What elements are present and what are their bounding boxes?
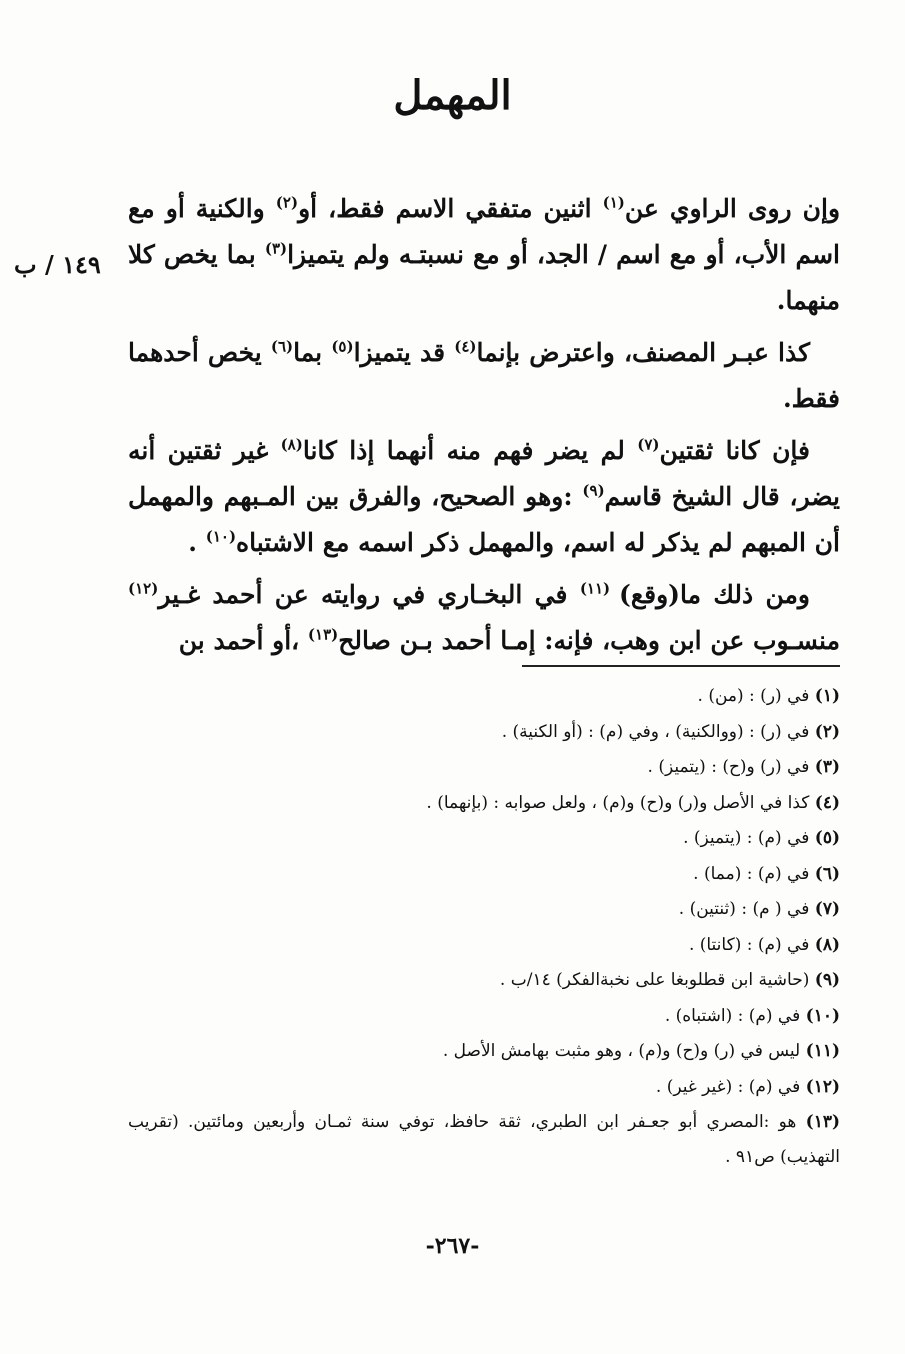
page-title: المهمل bbox=[393, 72, 512, 119]
footnote bbox=[128, 821, 840, 857]
text-segment: كذا عبـر المصنف، واعترض بإنما bbox=[476, 338, 810, 367]
text-segment: والكنية أو مع اسم الأب، أو مع اسم / الجد، أو مع نسبتـه ولم يتميزا bbox=[128, 194, 840, 269]
footnote-number: (١٣) bbox=[805, 1112, 841, 1132]
page-number: -٢٦٧- bbox=[425, 1233, 480, 1259]
footnote-marker: (١٢) bbox=[128, 579, 159, 598]
footnote-number: (٧) bbox=[814, 899, 840, 919]
footnote-number: (٨) bbox=[814, 934, 840, 955]
text-segment: . bbox=[188, 528, 206, 557]
footnote-number: (٦) bbox=[814, 863, 840, 884]
footnote-marker: (٥) bbox=[331, 337, 354, 356]
footnote-text: ليس في (ر) و(ح) و(م) ، وهو مثبت بهامش الأصل . bbox=[442, 1041, 801, 1061]
footnote-marker: (٨) bbox=[280, 435, 303, 454]
footnote-marker: (٤) bbox=[454, 337, 477, 356]
footnote-number: (١٠) bbox=[805, 1005, 840, 1026]
footnote-marker: (١١) bbox=[579, 579, 620, 598]
footnote bbox=[128, 786, 840, 822]
footnote-text: في (م) : (غير غير) . bbox=[655, 1076, 801, 1097]
footnote-marker: (٦) bbox=[270, 337, 294, 356]
margin-folio-note: ١٤٩ / ب bbox=[14, 250, 101, 279]
text-segment: قد يتميزا bbox=[353, 338, 455, 367]
footnote bbox=[128, 892, 840, 928]
footnote-number: (٢) bbox=[814, 721, 840, 742]
text-segment: اثنين متفقي الاسم فقط، أو bbox=[298, 194, 603, 223]
text-segment: :وهو الصحيح، والفرق بين المـبهم والمهمل أن المبهم لم يذكر له اسم، والمهمل ذكر اسمه مع الاشتباه bbox=[128, 482, 840, 557]
footnote-marker: (٩) bbox=[582, 481, 605, 500]
footnote-number: (١٢) bbox=[805, 1076, 840, 1097]
text-segment: بما يخص كلا منهما. bbox=[128, 240, 840, 315]
footnote-number: (٤) bbox=[814, 792, 840, 813]
footnotes bbox=[128, 679, 840, 1175]
footnote bbox=[128, 963, 840, 999]
footnote-text: في (م) : (مما) . bbox=[693, 863, 810, 884]
footnote-text: في (م) : (يتميز) . bbox=[683, 828, 810, 848]
paragraph bbox=[128, 428, 840, 566]
footnote bbox=[128, 750, 840, 786]
footnote-text: في ( م) : (ثنتين) . bbox=[678, 899, 810, 919]
text-segment: غير ثقتين أنه يضر، قال الشيخ قاسم bbox=[128, 436, 841, 511]
footnote-marker: (١٠) bbox=[205, 527, 237, 546]
footnote-number: (١) bbox=[814, 686, 840, 706]
footnote-text: في (م) : (كانتا) . bbox=[688, 934, 810, 955]
footnote-number: (٩) bbox=[814, 970, 840, 990]
footnote-number: (٥) bbox=[814, 828, 840, 848]
footnote-marker: (١) bbox=[602, 193, 625, 212]
footnote-marker: (٧) bbox=[637, 435, 660, 454]
footnote-text: هو :المصري أبو جعـفر ابن الطبري، ثقة حافظ، توفي سنة ثمـان وأربعين ومائتين. (تقريب التهذيب) ص٩١ . bbox=[128, 1112, 840, 1167]
text-segment: بما bbox=[293, 338, 332, 367]
footnote bbox=[128, 679, 840, 715]
footnote bbox=[128, 1034, 840, 1070]
footnote-marker: (٣) bbox=[264, 239, 288, 258]
text-segment: في البخـاري في روايته عن أحمد غـير bbox=[158, 580, 580, 609]
footnote-text: (حاشية ابن قطلوبغا على نخبةالفكر) ١٤/ب . bbox=[499, 970, 810, 990]
footnote bbox=[128, 1070, 840, 1106]
footnote bbox=[128, 928, 840, 964]
footnote-text: في (م) : (اشتباه) . bbox=[664, 1005, 801, 1026]
text-segment: منسـوب عن ابن وهب، فإنه: إمـا أحمد بـن صالح bbox=[338, 626, 840, 655]
text-segment: يخص أحدهما فقط. bbox=[128, 338, 840, 413]
text-segment: ومن ذلك ما(وقع) bbox=[619, 580, 811, 609]
text-segment: فإن كانا ثقتين bbox=[659, 436, 810, 465]
footnote bbox=[128, 999, 840, 1035]
footnote-text: في (ر) : (من) . bbox=[697, 686, 810, 706]
text-segment: ،أو أحمد بن bbox=[178, 626, 308, 655]
paragraph bbox=[128, 330, 840, 422]
footnote-separator bbox=[522, 665, 840, 667]
footnote-marker: (١٣) bbox=[307, 625, 339, 644]
footnote bbox=[128, 715, 840, 751]
footnote bbox=[128, 857, 840, 893]
footnote-text: كذا في الأصل و(ر) و(ح) و(م) ، ولعل صوابه : (بإنهما) . bbox=[426, 792, 810, 813]
paragraph bbox=[128, 572, 840, 664]
footnote-text: في (ر) و(ح) : (يتميز) . bbox=[647, 757, 810, 777]
main-text bbox=[128, 186, 840, 670]
footnote-number: (٣) bbox=[814, 757, 840, 777]
footnote-text: في (ر) : (ووالكنية) ، وفي (م) : (أو الكنية) . bbox=[501, 721, 810, 742]
footnote-marker: (٢) bbox=[275, 193, 299, 212]
text-segment: وإن روى الراوي عن bbox=[624, 194, 841, 223]
footnote bbox=[128, 1105, 840, 1175]
text-segment: لم يضر فهم منه أنهما إذا كانا bbox=[302, 436, 638, 465]
footnote-number: (١١) bbox=[805, 1041, 840, 1061]
paragraph bbox=[128, 186, 840, 324]
